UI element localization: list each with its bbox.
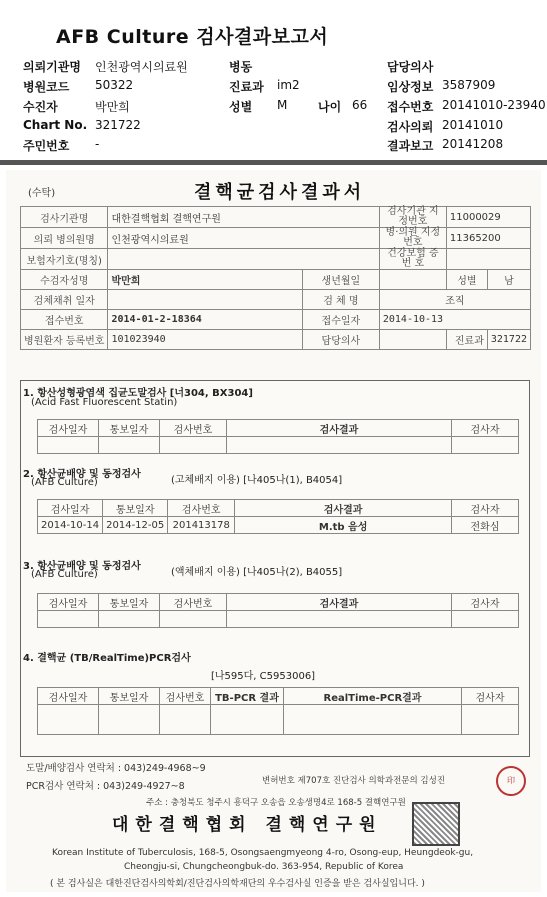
field-value-sex: M: [277, 98, 288, 112]
field-label-hospcode: 병원코드: [23, 80, 70, 94]
field-value-rrn: -: [95, 137, 100, 151]
collect-value: [108, 290, 302, 310]
field-value-hospcode: 50322: [95, 78, 134, 92]
cert-label: 검사기관 지정번호: [379, 207, 446, 228]
specimen-value: 조직: [379, 290, 530, 310]
specimen-label: 검 체 명: [302, 290, 379, 310]
cert-value: 11000029: [446, 207, 530, 228]
cell-no: 201413178: [168, 517, 235, 534]
address-english-1: Korean Institute of Tuberculosis, 168-5, Osongsaengmyeong 4-ro, Osong-eup, Heungdeok-gu,: [52, 848, 474, 858]
ins-label: 보험자기호(명칭): [21, 249, 108, 270]
insno-label: 건강보험 증 번 호: [379, 249, 446, 270]
regno-label: 병원환자 등록번호: [21, 330, 108, 350]
cell-date: 2014-10-14: [38, 517, 103, 534]
address-english-2: Cheongju-si, Chungcheongbuk-do. 363-954, Republic of Korea: [124, 862, 404, 872]
section4-title: 4. 결핵균 (TB/RealTime)PCR검사: [23, 653, 191, 664]
field-label-request: 검사의뢰: [387, 120, 434, 134]
field-value-requester: 인천광역시의료원: [95, 60, 188, 74]
doctor-label: 담당의사: [302, 330, 379, 350]
contact-smear: 도말/배양검사 연락처 : 043)249-4968~9: [26, 763, 206, 774]
section2-table: [37, 499, 519, 534]
field-value-chart: 321722: [95, 118, 141, 132]
recvdate-label: 접수일자: [302, 310, 379, 330]
field-label-patient: 수진자: [23, 100, 58, 114]
col-date: 검사일자: [38, 688, 99, 705]
section3-method: (액체배지 이용) [나405나(2), B4055]: [171, 567, 343, 578]
license-line: 변허번호 제707호 진단검사 의학과전문의 김성진: [262, 776, 446, 786]
regno-value: 101023940: [108, 330, 302, 350]
name-label: 수검자성명: [21, 270, 108, 290]
section1-title: 1. 항산성형광염색 집균도말검사 [너304, BX304]: [23, 388, 253, 399]
field-value-age: 66: [352, 98, 368, 112]
col-report: 통보일자: [99, 594, 160, 611]
document-title: 결핵균검사결과서: [194, 182, 366, 203]
field-label-receipt: 접수번호: [387, 100, 434, 114]
col-no: 검사번호: [168, 500, 235, 517]
recvdate-value: 2014-10-13: [379, 310, 530, 330]
col-report: 통보일자: [99, 420, 160, 437]
field-label-chart: Chart No.: [23, 118, 88, 132]
doctor-seal-icon: 印: [496, 766, 526, 796]
field-label-age: 나이: [318, 100, 342, 114]
field-label-requester: 의뢰기관명: [23, 60, 81, 74]
report-header: [0, 0, 547, 160]
section4-table: [37, 687, 519, 735]
col-date: 검사일자: [38, 500, 103, 517]
col-tester: 검사자: [452, 594, 519, 611]
section2-title: 2. 항산균배양 및 동정검사: [23, 469, 141, 480]
collect-label: 검체채취 일자: [21, 290, 108, 310]
consign-tag: (수탁): [28, 188, 56, 199]
recvno-value: 2014-01-2-18364: [108, 310, 302, 330]
section3-table: [37, 593, 519, 628]
birth-label: 생년월일: [302, 270, 379, 290]
field-label-ward: 병동: [229, 60, 253, 74]
section3-subtitle: (AFB Culture): [31, 569, 98, 580]
doctor-value: [379, 330, 446, 350]
col-no: 검사번호: [160, 420, 227, 437]
hosp-label: 의뢰 병의원명: [21, 228, 108, 249]
col-rtpcr: RealTime-PCR결과: [284, 688, 462, 705]
ins-value: [108, 249, 379, 270]
address-korean: 주소 : 충청북도 청주시 흥덕구 오송읍 오송생명4로 168-5 결핵연구원: [146, 798, 406, 808]
section1-table: [37, 419, 519, 454]
col-report: 통보일자: [103, 500, 168, 517]
hosp-value: 인천광역시의료원: [108, 228, 379, 249]
col-tester: 검사자: [452, 500, 519, 517]
results-box: [20, 380, 530, 757]
name-value: 박만희: [108, 270, 302, 290]
section2-method: (고체배지 이용) [나405나(1), B4054]: [171, 475, 343, 486]
dept-value: 321722: [487, 330, 530, 350]
birth-value: [379, 270, 446, 290]
institute-name: 대한결핵협회 결핵연구원: [112, 815, 383, 835]
field-label-doctor: 담당의사: [387, 60, 434, 74]
org-label: 검사기관명: [21, 207, 108, 228]
field-value-receipt: 20141010-23940: [442, 98, 546, 112]
col-tester: 검사자: [462, 688, 519, 705]
field-label-dept: 진료과: [229, 80, 264, 94]
recvno-label: 접수번호: [21, 310, 108, 330]
col-tbpcr: TB-PCR 결과: [211, 688, 284, 705]
table-row: [38, 517, 519, 534]
org-value: 대한결핵협회 결핵연구원: [108, 207, 379, 228]
field-value-patient: 박만희: [95, 100, 130, 114]
field-label-reported: 결과보고: [387, 139, 434, 153]
field-label-sex: 성별: [229, 100, 253, 114]
section3-title: 3. 항산균배양 및 동정검사: [23, 561, 141, 572]
col-result: 검사결과: [227, 420, 452, 437]
patient-info-table: [20, 206, 531, 350]
header-divider: [0, 160, 547, 165]
field-label-rrn: 주민번호: [23, 139, 70, 153]
col-no: 검사번호: [160, 688, 211, 705]
contact-pcr: PCR검사 연락처 : 043)249-4927~8: [26, 781, 185, 792]
col-date: 검사일자: [38, 420, 99, 437]
field-value-reported: 20141208: [442, 137, 504, 151]
sex-value: 남: [487, 270, 530, 290]
dept-label: 진료과: [446, 330, 487, 350]
insno-value: [446, 249, 530, 270]
report-title: AFB Culture 검사결과보고서: [56, 26, 329, 48]
certification-note: ( 본 검사실은 대한진단검사의학회/진단검사의학재단의 우수검사실 인증을 받은 검사실입니다. ): [50, 879, 425, 889]
cell-report: 2014-12-05: [103, 517, 168, 534]
hospno-value: 11365200: [446, 228, 530, 249]
col-date: 검사일자: [38, 594, 99, 611]
sex-label: 성별: [446, 270, 487, 290]
col-result: 검사결과: [227, 594, 452, 611]
hospno-label: 병·의원 지정번호: [379, 228, 446, 249]
section4-code: [나595다, C5953006]: [211, 671, 316, 682]
section1-subtitle: (Acid Fast Fluorescent Statin): [31, 397, 178, 408]
col-tester: 검사자: [452, 420, 519, 437]
field-value-request: 20141010: [442, 118, 504, 132]
cell-result: M.tb 음성: [235, 517, 452, 534]
section2-subtitle: (AFB Culture): [31, 477, 98, 488]
field-label-clinical: 임상정보: [387, 80, 434, 94]
col-report: 통보일자: [99, 688, 160, 705]
institute-stamp-icon: [412, 802, 460, 846]
field-value-dept: im2: [277, 78, 300, 92]
cell-tester: 전화심: [452, 517, 519, 534]
col-no: 검사번호: [160, 594, 227, 611]
field-value-clinical: 3587909: [442, 78, 496, 92]
scanned-result-document: [6, 170, 541, 892]
col-result: 검사결과: [235, 500, 452, 517]
